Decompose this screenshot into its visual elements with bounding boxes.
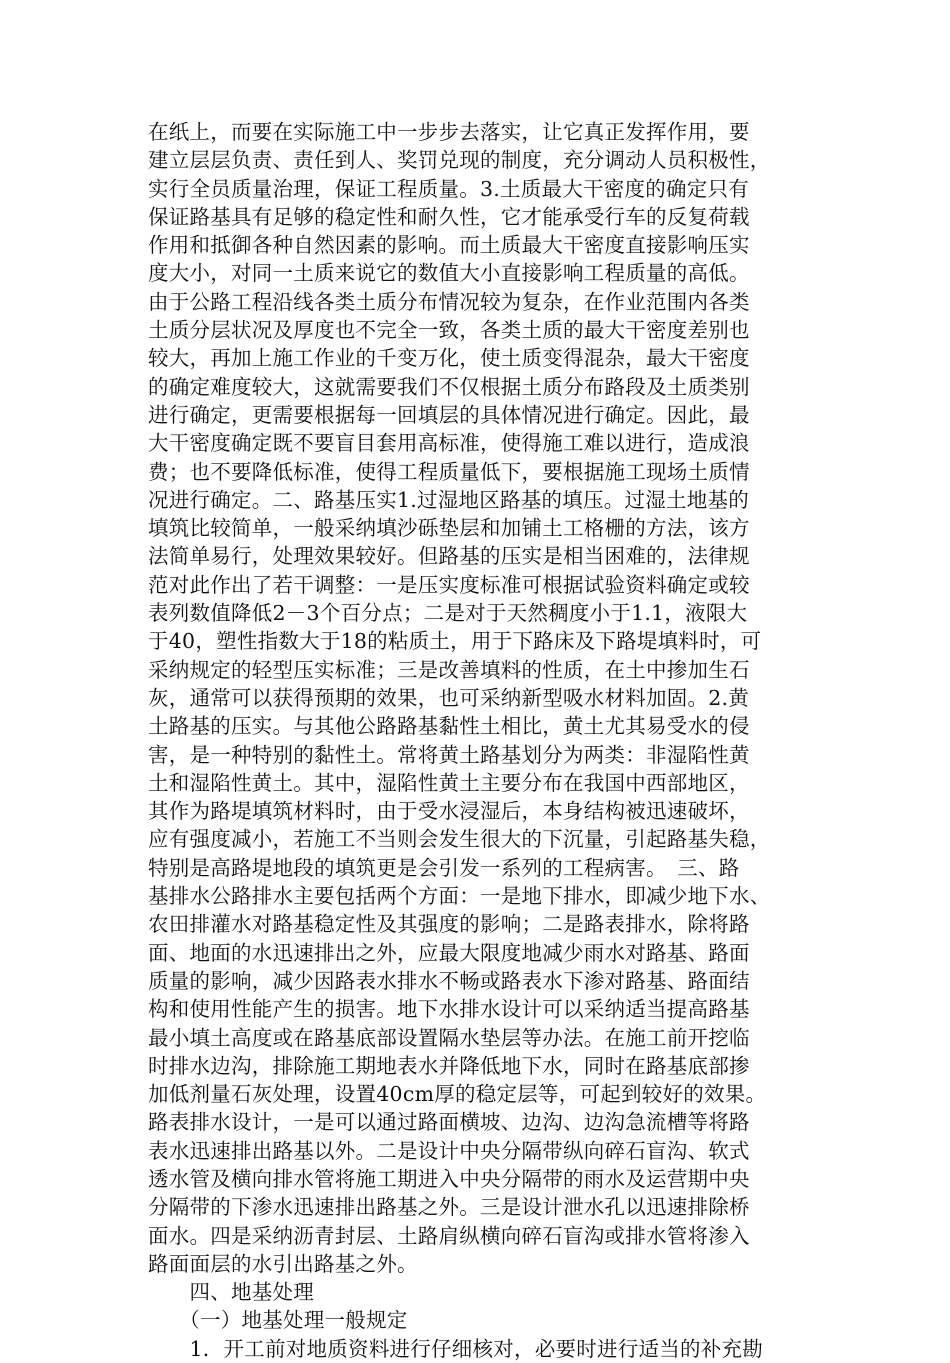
text-line: 表列数值降低2－3个百分点；二是对于天然稠度小于1.1，液限大 <box>148 601 748 626</box>
text-line: 土和湿陷性黄土。其中，湿陷性黄土主要分布在我国中西部地区， <box>148 770 750 795</box>
text-line: 较大，再加上施工作业的千变万化，使土质变得混杂，最大干密度 <box>148 346 750 371</box>
text-line: 透水管及横向排水管将施工期进入中央分隔带的雨水及运营期中央 <box>148 1166 750 1191</box>
text-line: 的确定难度较大，这就需要我们不仅根据土质分布路段及土质类别 <box>148 374 750 399</box>
text-line: 范对此作出了若干调整：一是压实度标准可根据试验资料确定或较 <box>148 572 750 597</box>
text-line: 实行全员质量治理，保证工程质量。3.土质最大干密度的确定只有 <box>148 176 750 201</box>
text-line: 路表排水设计，一是可以通过路面横坡、边沟、边沟急流槽等将路 <box>148 1110 750 1135</box>
text-line: 农田排灌水对路基稳定性及其强度的影响；二是路表排水，除将路 <box>148 912 750 937</box>
section-heading: 四、地基处理 <box>148 1280 314 1305</box>
text-line: 最小填土高度或在路基底部设置隔水垫层等办法。在施工前开挖临 <box>148 1025 750 1050</box>
text-line: 法简单易行，处理效果较好。但路基的压实是相当困难的，法律规 <box>148 544 750 569</box>
text-line: 面水。四是采纳沥青封层、土路肩纵横向碎石盲沟或排水管将渗入 <box>148 1223 750 1248</box>
text-line: 大干密度确定既不要盲目套用高标准，使得施工难以进行，造成浪 <box>148 431 750 456</box>
subsection-heading: （一）地基处理一般规定 <box>148 1308 408 1333</box>
text-line: 特别是高路堤地段的填筑更是会引发一系列的工程病害。 三、路 <box>148 855 740 880</box>
text-line: 路面面层的水引出路基之外。 <box>148 1251 418 1276</box>
text-line: 应有强度减小，若施工不当则会发生很大的下沉量，引起路基失稳， <box>148 827 771 852</box>
text-line: 于40，塑性指数大于18的粘质土，用于下路床及下路堤填料时，可 <box>148 629 762 654</box>
text-line: 在纸上，而要在实际施工中一步步去落实，让它真正发挥作用，要 <box>148 120 750 144</box>
text-line: 构和使用性能产生的损害。地下水排水设计可以采纳适当提高路基 <box>148 997 750 1022</box>
text-line: 建立层层负责、责任到人、奖罚兑现的制度，充分调动人员积极性， <box>148 148 771 173</box>
text-line: 填筑比较简单，一般采纳填沙砾垫层和加铺土工格栅的方法，该方 <box>148 516 750 541</box>
text-line: 灰，通常可以获得预期的效果，也可采纳新型吸水材料加固。2.黄 <box>148 685 750 710</box>
text-line: 作用和抵御各种自然因素的影响。而土质最大干密度直接影响压实 <box>148 233 750 258</box>
text-line: 费；也不要降低标准，使得工程质量低下，要根据施工现场土质情 <box>148 459 750 484</box>
text-line: 害，是一种特别的黏性土。常将黄土路基划分为两类：非湿陷性黄 <box>148 742 750 767</box>
text-line: 分隔带的下渗水迅速排出路基之外。三是设计泄水孔以迅速排除桥 <box>148 1195 750 1220</box>
document-body <box>148 118 808 1363</box>
text-line: 土路基的压实。与其他公路路基黏性土相比，黄土尤其易受水的侵 <box>148 714 750 739</box>
text-line: 采纳规定的轻型压实标准；三是改善填料的性质，在土中掺加生石 <box>148 657 750 682</box>
text-line: 由于公路工程沿线各类土质分布情况较为复杂，在作业范围内各类 <box>148 289 750 314</box>
text-line: 表水迅速排出路基以外。二是设计中央分隔带纵向碎石盲沟、软式 <box>148 1138 750 1163</box>
text-line: 时排水边沟，排除施工期地表水并降低地下水，同时在路基底部掺 <box>148 1053 750 1078</box>
text-line: 度大小，对同一土质来说它的数值大小直接影响工程质量的高低。 <box>148 261 750 286</box>
text-line: 土质分层状况及厚度也不完全一致，各类土质的最大干密度差别也 <box>148 318 750 343</box>
text-line: 加低剂量石灰处理，设置40cm厚的稳定层等，可起到较好的效果。 <box>148 1082 767 1107</box>
text-line: 其作为路堤填筑材料时，由于受水浸湿后，本身结构被迅速破坏， <box>148 799 750 824</box>
text-line: 基排水公路排水主要包括两个方面：一是地下排水，即减少地下水、 <box>148 884 771 909</box>
text-line: 保证路基具有足够的稳定性和耐久性，它才能承受行车的反复荷载 <box>148 204 750 229</box>
text-line: 况进行确定。二、路基压实1.过湿地区路基的填压。过湿土地基的 <box>148 487 750 512</box>
text-line: 进行确定，更需要根据每一回填层的具体情况进行确定。因此，最 <box>148 402 750 427</box>
text-line: 1．开工前对地质资料进行仔细核对，必要时进行适当的补充勘 <box>148 1336 764 1361</box>
text-line: 质量的影响，减少因路表水排水不畅或路表水下渗对路基、路面结 <box>148 968 750 993</box>
text-line: 面、地面的水迅速排出之外，应最大限度地减少雨水对路基、路面 <box>148 940 750 965</box>
